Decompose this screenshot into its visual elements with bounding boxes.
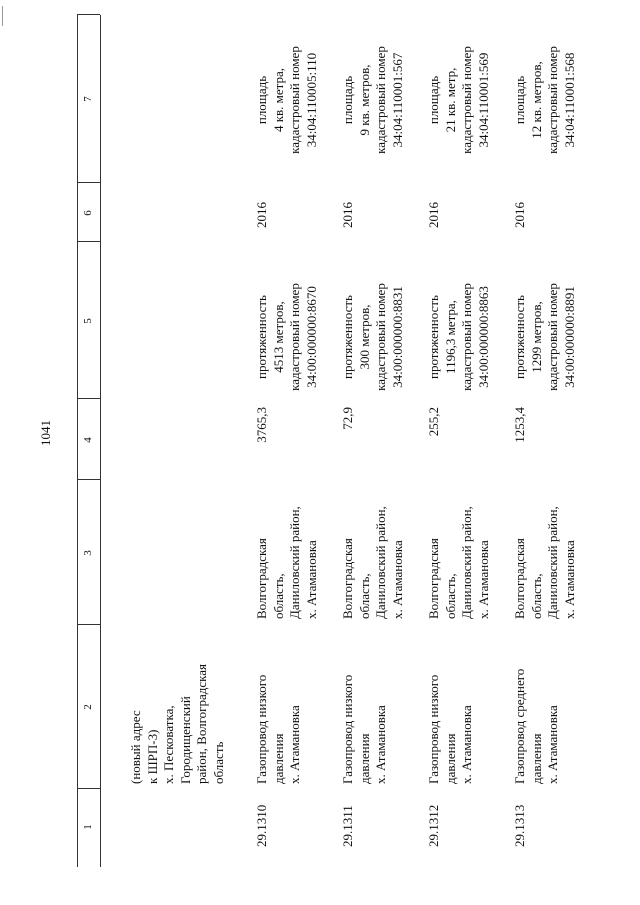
column-number-5: 5 [82,318,94,324]
text-line: х. Атамановка [373,705,388,784]
text-line: кадастровый номер [287,283,302,391]
object-specs [254,257,320,417]
text-line: Даниловский район, [287,506,302,619]
column-divider [77,14,100,15]
text-line: площадь [254,75,269,125]
text-line: х. Атамановка [561,540,577,619]
text-line: Волгоградская [340,538,355,619]
text-line: площадь [340,75,355,125]
year: 2016 [512,202,527,228]
text-line: давления [356,733,372,784]
land-plot-info [254,20,320,180]
text-line: протяженность [512,295,527,379]
column-number-4: 4 [82,437,94,443]
text-line: х. Атамановка [287,705,302,784]
text-line: 34:00:000000:8891 [561,286,577,388]
text-line: давления [442,733,458,784]
text-line: 34:00:000000:8863 [475,286,491,388]
text-line: 34:04:110001:569 [475,52,491,148]
column-divider [77,479,100,480]
text-line: 12 кв. метров, [528,61,544,139]
row-number: 29.1311 [340,805,355,847]
balance-value: 3765,3 [254,407,269,443]
text-line: Газопровод низкого [426,674,441,784]
text-line: х. Атамановка [475,540,491,619]
column-number-3: 3 [82,550,94,556]
text-line: Волгоградская [426,538,441,619]
text-line: Городищенский [177,696,193,784]
text-line: кадастровый номер [373,46,388,154]
object-name [254,674,304,784]
text-line: кадастровый номер [287,46,302,154]
text-line: площадь [426,75,441,125]
year: 2016 [426,202,441,228]
text-line: х. Атамановка [545,705,560,784]
year: 2016 [254,202,269,228]
text-line: кадастровый номер [545,283,560,391]
text-line: Газопровод низкого [340,674,355,784]
page-number: 1041 [38,420,53,446]
column-number-7: 7 [82,96,94,102]
column-number-6: 6 [82,210,94,216]
text-line: 34:04:110005:110 [303,52,319,148]
column-number-2: 2 [82,704,94,710]
text-line: х. Атамановка [389,540,405,619]
row-number: 29.1310 [254,804,269,847]
year: 2016 [340,202,355,228]
text-line: 9 кв. метров, [356,64,372,136]
object-name [426,674,476,784]
land-plot-info [340,20,406,180]
text-line: область, [528,573,544,619]
land-plot-info [512,20,578,180]
continued-object-name [128,663,227,784]
text-line: х. Атамановка [459,705,474,784]
text-line: Даниловский район, [373,506,388,619]
text-line: давления [528,733,544,784]
land-plot-info [426,20,492,180]
text-line: 4513 метров, [270,301,286,373]
text-line: 34:04:110001:568 [561,52,577,148]
text-line: Даниловский район, [545,506,560,619]
column-divider [77,788,100,789]
text-line: х. Атамановка [303,540,319,619]
text-line: (новый адрес [128,710,143,784]
column-divider [77,182,100,183]
text-line: 21 кв. метр, [442,67,458,133]
balance-value: 255,2 [426,407,441,437]
text-line: 34:00:000000:8670 [303,286,319,388]
text-line: область, [356,573,372,619]
column-divider [77,241,100,242]
edge-mark [2,6,3,26]
text-line: кадастровый номер [459,46,474,154]
text-line: область, [270,573,286,619]
row-number: 29.1313 [512,804,527,847]
object-specs [512,257,578,417]
column-divider [77,398,100,399]
text-line: 34:04:110001:567 [389,52,405,148]
text-line: х. Песковатка, [161,705,176,784]
text-line: протяженность [340,295,355,379]
object-name [512,668,562,784]
text-line: район, Волгоградская [194,663,209,784]
text-line: Газопровод низкого [254,674,269,784]
text-line: к ШРП-3) [144,729,160,784]
text-line: кадастровый номер [459,283,474,391]
text-line: кадастровый номер [373,283,388,391]
text-line: 34:00:000000:8831 [389,286,405,388]
text-line: Волгоградская [512,538,527,619]
text-line: область [210,741,226,784]
column-divider [77,624,100,625]
text-line: протяженность [254,295,269,379]
text-line: 1299 метров, [528,301,544,373]
text-line: площадь [512,75,527,125]
text-line: 1196,3 метра, [442,300,458,374]
object-name [340,674,390,784]
text-line: давления [270,733,286,784]
object-specs [426,257,492,417]
text-line: Даниловский район, [459,506,474,619]
header-top-line [77,15,78,867]
balance-value: 1253,4 [512,407,527,443]
header-bottom-line [100,15,101,867]
text-line: протяженность [426,295,441,379]
row-number: 29.1312 [426,804,441,847]
text-line: Волгоградская [254,538,269,619]
text-line: 300 метров, [356,304,372,370]
text-line: Газопровод среднего [512,668,527,784]
column-number-1: 1 [82,824,94,830]
text-line: 4 кв. метра, [270,67,286,133]
text-line: область, [442,573,458,619]
balance-value: 72,9 [340,407,355,430]
object-specs [340,257,406,417]
text-line: кадастровый номер [545,46,560,154]
